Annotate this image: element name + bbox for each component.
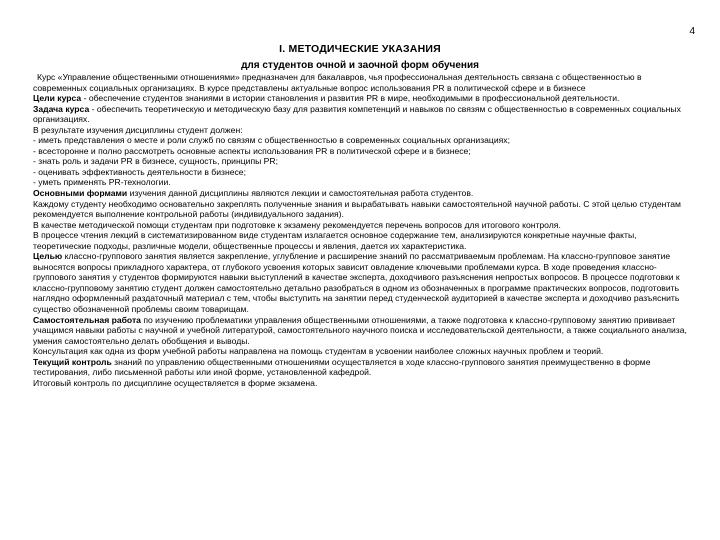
lead-term: Целью <box>33 251 63 262</box>
list-item: - иметь представления о месте и роли служб по связям с общественностью в современных социальных организациях; <box>33 135 510 146</box>
document-body <box>33 72 693 388</box>
page-number: 4 <box>689 26 695 37</box>
list-item: - уметь применять PR-технологии. <box>33 177 171 188</box>
lead-term: Основными формами <box>33 188 128 199</box>
paragraph-consultation: Консультация как одна из форм учебной работы направлена на помощь студентам в усвоении наиболее сложных научных проблем и теорий. <box>33 346 604 357</box>
paragraph-main-forms: Основными формами изучения данной дисциплины являются лекции и самостоятельная работа студентов. <box>33 188 474 199</box>
lead-term: Цели курса <box>33 93 82 104</box>
list-item: - всесторонне и полно рассмотреть основные аспекты использования PR в политической сфере и в бизнесе; <box>33 145 471 156</box>
paragraph-lectures: В процессе чтения лекций в систематизированном виде студентам излагается основное содержание тем, анализируются конкретные научные факты, теоретические подходы, различные модели, общественные процессы и явления, дается их характеристика. <box>33 230 637 251</box>
page-subtitle: для студентов очной и заочной форм обучения <box>241 60 479 71</box>
paragraph-current-control: Текущий контроль знаний по управлению общественными отношениями осуществляется в ходе классно-группового занятия преимущественно в форме тестирования, либо письменной работы или иной форме, установленной кафедрой. <box>33 356 651 378</box>
paragraph-self-study: Самостоятельная работа по изучению проблематики управления общественными отношениями, а также подготовка к классно-групповому занятию прививает учащимся навыки работы с научной и учебной литературой, самостоятельного научного поиска и исследовательской деятельности, а также социального анализа, умения самостоятельно делать обобщения и выводы. <box>33 314 687 346</box>
lead-term: Самостоятельная работа <box>33 314 141 325</box>
paragraph-final-control: Итоговый контроль по дисциплине осуществляется в форме экзамена. <box>33 377 318 388</box>
paragraph-course-intro: Курс «Управление общественными отношениями» предназначен для бакалавров, чья профессиональная деятельность связана с общественностью в современных социальных организациях. В курсе представлены актуальные вопрос использования PR в политической сфере и в бизнесе <box>33 72 642 93</box>
page-title: I. МЕТОДИЧЕСКИЕ УКАЗАНИЯ <box>279 43 441 55</box>
list-item: - знать роль и задачи PR в бизнесе, сущность, принципы PR; <box>33 156 278 167</box>
paragraph-outcomes-intro: В результате изучения дисциплины студент должен: <box>33 124 243 135</box>
paragraph-group-sessions: Целью классно-группового занятия является закрепление, углубление и расширение знаний по рассматриваемым проблемам. На классно-групповое занятие выносятся вопросы прикладного характера, от глубокого усвоения которых зависит овладение ключевыми проблемами курса. В ходе проведения классно-группового занятия у студентов формируются навыки выступлений в качестве эксперта, доходчивого разъяснения непростых вопросов. В процессе подготовки к классно-групповому занятию студент должен самостоятельно детально разобраться в одном из обозначенных в программе практических вопросов, подготовить наглядно оформленный раздаточный материал с тем, чтобы выступить на занятии перед студенческой аудиторией в качестве эксперта и доходчиво разъяснить существо обозначенной проблемы своим товарищам. <box>33 251 680 315</box>
paragraph-exam-help: В качестве методической помощи студентам при подготовке к экзамену рекомендуется перечень вопросов для итогового контроля. <box>33 219 561 230</box>
paragraph-course-goals: Цели курса - обеспечение студентов знаниями в истории становления и развития PR в мире, необходимыми в профессиональной деятельности. <box>33 93 620 104</box>
paragraph-course-task: Задача курса - обеспечить теоретическую и методическую базу для развития компетенций и навыков по связям с общественностью в современных социальных организациях. <box>33 103 681 125</box>
lead-term: Текущий контроль <box>33 356 112 367</box>
lead-term: Задача курса <box>33 103 90 114</box>
list-item: - оценивать эффективность деятельности в бизнесе; <box>33 166 246 177</box>
paragraph-student-work: Каждому студенту необходимо основательно закреплять полученные знания и вырабатывать навыки самостоятельной научной работы. С этой целью студентам рекомендуется выполнение контрольной работы (индивидуального задания). <box>33 198 681 220</box>
